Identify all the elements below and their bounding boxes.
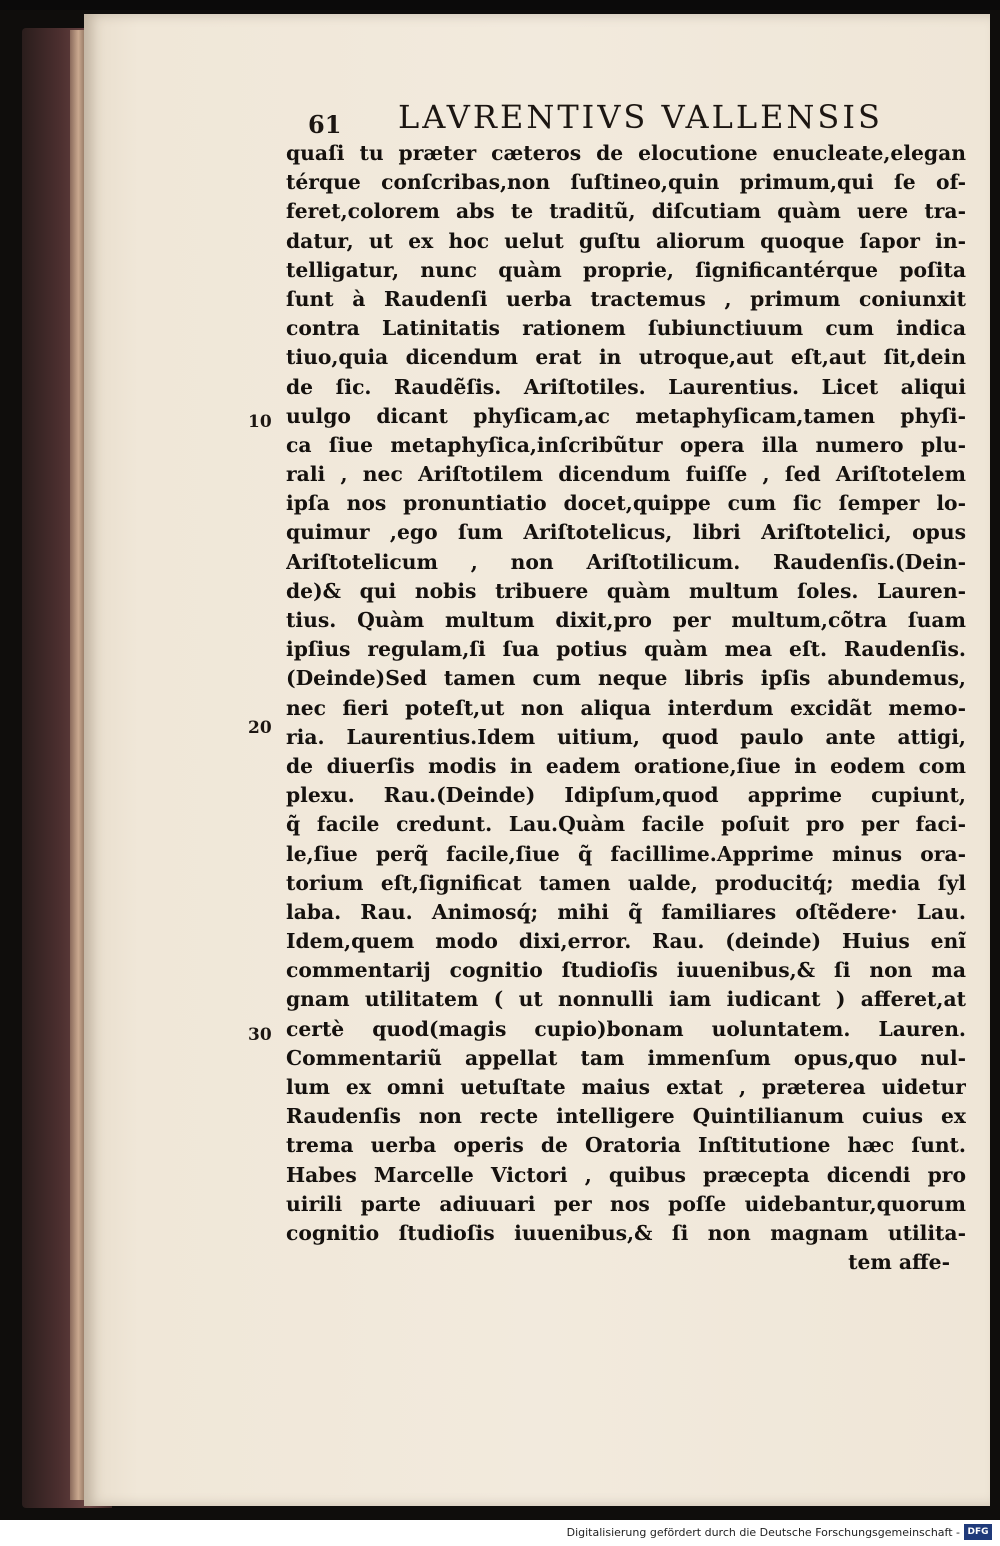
dfg-logo: DFG xyxy=(964,1524,992,1540)
text-line: telligatur, nunc quàm proprie, ſignificantérque poſita xyxy=(286,257,966,282)
text-line: Habes Marcelle Victori , quibus præcepta dicendi pro xyxy=(286,1162,966,1187)
text-line: ipſa nos pronuntiatio docet,quippe cum ſic ſemper lo- xyxy=(286,491,966,516)
text-line: uirili parte adiuuari per nos poſſe uidebantur,quorum xyxy=(286,1191,966,1216)
text-line: ſunt à Raudenſi uerba tractemus , primum coniunxit xyxy=(286,286,966,311)
footer-credit: Digitalisierung gefördert durch die Deutsche Forschungsgemeinschaft - xyxy=(566,1526,960,1539)
text-line: de diuerſis modis in eadem oratione,ſiue in eodem com xyxy=(286,753,966,778)
text-line: nec fieri poteſt,ut non aliqua interdum excidãt memo- xyxy=(286,695,966,720)
running-head-title: LAVRENTIVS VALLENSIS xyxy=(398,98,883,136)
text-line: q̃ facile credunt. Lau.Quàm facile poſuit pro per faci- xyxy=(286,812,966,837)
text-line: de ſic. Raudẽſis. Ariſtotiles. Laurentius. Licet aliqui xyxy=(286,374,966,399)
text-line: de)& qui nobis tribuere quàm multum ſoles. Lauren- xyxy=(286,578,966,603)
text-line: uulgo dicant phyſicam,ac metaphyſicam,tamen phyſi- xyxy=(286,403,966,428)
text-line: Ariſtotelicum , non Ariſtotilicum. Raudenſis.(Dein- xyxy=(286,549,966,574)
top-edge xyxy=(0,0,1000,10)
text-line: térque conſcribas,non ſuſtineo,quin primum,qui ſe of- xyxy=(286,170,966,195)
text-line: rali , nec Ariſtotilem dicendum fuiſſe , ſed Ariſtotelem xyxy=(286,462,966,487)
line-number-20: 20 xyxy=(248,718,272,738)
digitization-footer xyxy=(0,1520,1000,1546)
text-line: datur, ut ex hoc uelut guſtu aliorum quoque ſapor in- xyxy=(286,228,966,253)
text-line: certè quod(magis cupio)bonam uoluntatem. Lauren. xyxy=(286,1016,966,1041)
text-line: le,ſiue perq̃ facile,ſiue q̃ facillime.Apprime minus ora- xyxy=(286,841,966,866)
text-line: tem affe- xyxy=(848,1250,950,1275)
text-line: lum ex omni uetuſtate maius extat , præterea uidetur xyxy=(286,1075,966,1099)
text-line: quimur ,ego ſum Ariſtotelicus, libri Ariſtotelici, opus xyxy=(286,520,966,545)
body-text xyxy=(286,139,966,1277)
page-number: 61 xyxy=(308,110,342,139)
text-line: contra Latinitatis rationem ſubiunctiuum cum indica xyxy=(286,316,966,341)
text-line: cognitio ſtudioſis iuuenibus,& ſi non magnam utilita- xyxy=(286,1220,966,1245)
text-line: Idem,quem modo dixi,error. Rau. (deinde) Huius enĩ xyxy=(286,929,966,954)
text-line: ipſius regulam,ſi ſua potius quàm mea eſt. Raudenſis. xyxy=(286,637,966,662)
text-line: plexu. Rau.(Deinde) Idipſum,quod apprime cupiunt, xyxy=(286,783,966,808)
text-line: trema uerba operis de Oratoria Inſtitutione hæc ſunt. xyxy=(286,1133,966,1158)
text-line: commentarij cognitio ſtudioſis iuuenibus,& ſi non ma xyxy=(286,958,966,983)
text-line: tius. Quàm multum dixit,pro per multum,cõtra ſuam xyxy=(286,608,966,632)
text-line: laba. Rau. Animosq́; mihi q̃ familiares oſtẽdere· Lau. xyxy=(286,899,966,924)
text-line: quaſi tu præter cæteros de elocutione enucleate,elegan xyxy=(286,141,966,165)
page-edges xyxy=(70,30,84,1500)
text-line: (Deinde)Sed tamen cum neque libris ipſis abundemus, xyxy=(286,666,966,691)
text-line: tiuo,quia dicendum erat in utroque,aut eſt,aut ſit,dein xyxy=(286,345,966,370)
text-line: Commentariũ appellat tam immenſum opus,quo nul- xyxy=(286,1045,966,1070)
text-line: ria. Laurentius.Idem uitium, quod paulo ante attigi, xyxy=(286,724,966,749)
line-number-10: 10 xyxy=(248,412,272,432)
text-line: gnam utilitatem ( ut nonnulli iam iudicant ) afferet,at xyxy=(286,987,966,1012)
text-line: Raudenſis non recte intelligere Quintilianum cuius ex xyxy=(286,1104,966,1129)
line-number-30: 30 xyxy=(248,1025,272,1045)
text-line: feret,colorem abs te traditũ, diſcutiam quàm uere tra- xyxy=(286,199,966,224)
text-line: torium eſt,ſignificat tamen ualde, producitq́; media ſyl xyxy=(286,870,966,895)
text-line: ca ſiue metaphyſica,inſcribũtur opera illa numero plu- xyxy=(286,432,966,457)
running-head xyxy=(300,98,900,138)
